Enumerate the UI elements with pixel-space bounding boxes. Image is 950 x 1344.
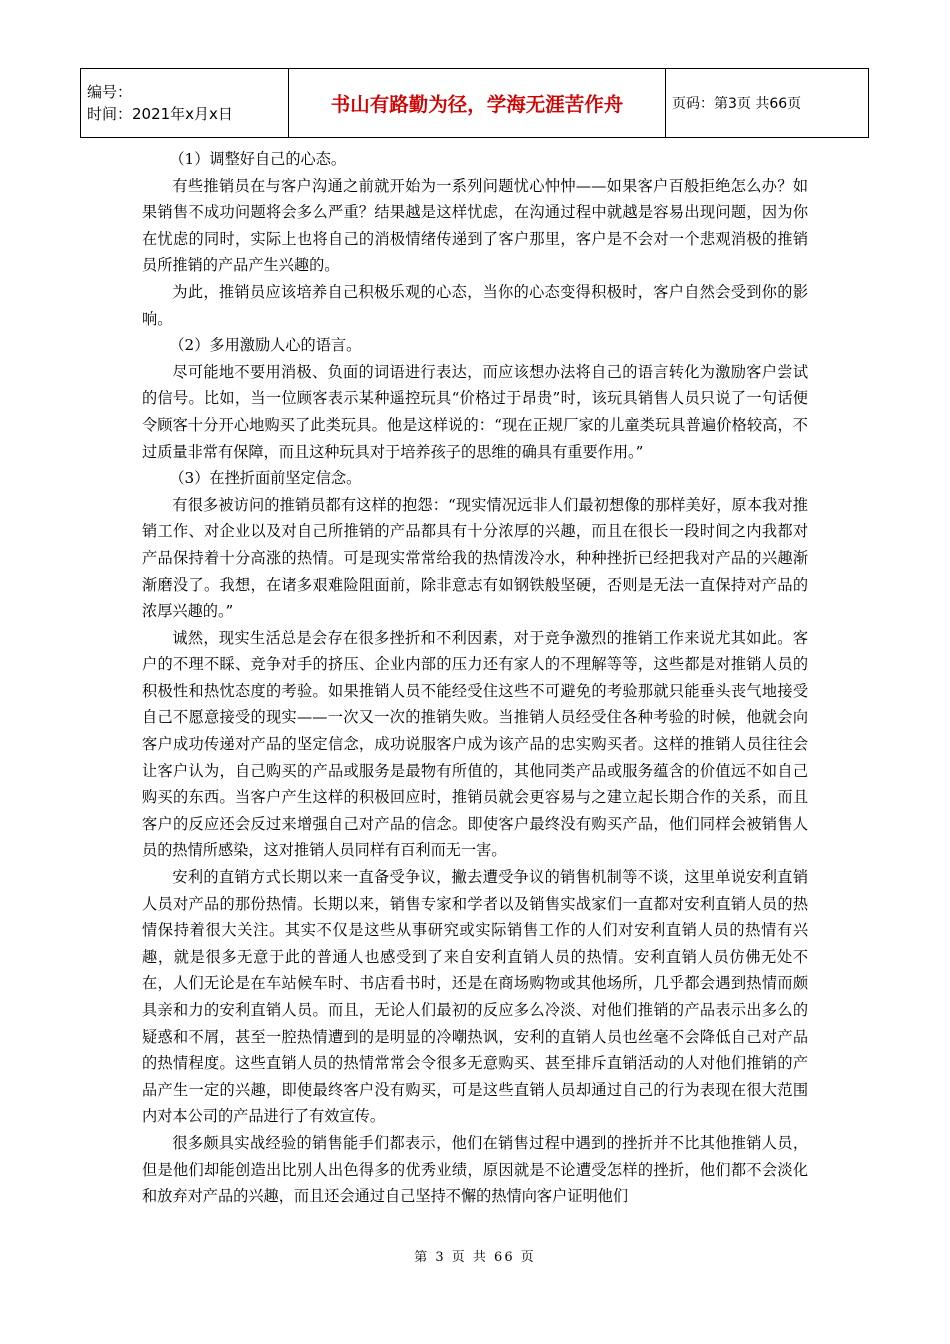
- page-footer: 第 3 页 共 66 页: [414, 1250, 536, 1265]
- subheading-3: （3）在挫折面前坚定信念。: [169, 469, 362, 488]
- paragraph: 尽可能地不要用消极、负面的词语进行表达，而应该想办法将自己的语言转化为激励客户尝试的信号。比如，当一位顾客表示某种遥控玩具“价格过于昂贵”时，该玩具销售人员只说了一句话便令顾客十分开心地购买了此类玩具。他是这样说的：“现在正规厂家的儿童类玩具普遍价格较高，不过质量非常有保障，而且这种玩具对于培养孩子的思维的确具有重要作用。”: [142, 362, 808, 461]
- subheading-1: （1）调整好自己的心态。: [169, 150, 347, 168]
- paragraph: 为此，推销员应该培养自己积极乐观的心态，当你的心态变得积极时，客户自然会受到你的影响。: [142, 282, 808, 328]
- document-date: 时间：2021年x月x日: [87, 105, 233, 123]
- document-body: [142, 146, 808, 1210]
- header-page-info: 页码：第3页 共66页: [666, 69, 869, 138]
- header-motto: 书山有路勤为径，学海无涯苦作舟: [289, 69, 666, 138]
- subheading-2: （2）多用激励人心的语言。: [169, 336, 362, 355]
- paragraph: 安利的直销方式长期以来一直备受争议，撇去遭受争议的销售机制等不谈，这里单说安利直销人员对产品的那份热情。长期以来，销售专家和学者以及销售实战家们一直都对安利直销人员的热情保持着很大关注。其实不仅是这些从事研究或实际销售工作的人们对安利直销人员的热情有兴趣，就是很多无意于此的普通人也感受到了来自安利直销人员的热情。安利直销人员仿佛无处不在，人们无论是在车站候车时、书店看书时，还是在商场购物或其他场所，几乎都会遇到热情而颇具亲和力的安利直销人员。而且，无论人们最初的反应多么冷淡、对他们推销的产品表示出多么的疑惑和不屑，甚至一腔热情遭到的是明显的冷嘲热讽，安利的直销人员也丝毫不会降低自己对产品的热情程度。这些直销人员的热情常常会令很多无意购买、甚至排斥直销活动的人对他们推销的产品产生一定的兴趣，即使最终客户没有购买，可是这些直销人员却通过自己的行为表现在很大范围内对本公司的产品进行了有效宣传。: [142, 868, 808, 1126]
- header-meta: [81, 69, 289, 138]
- document-number-label: 编号：: [87, 83, 133, 101]
- paragraph: 有些推销员在与客户沟通之前就开始为一系列问题忧心忡忡——如果客户百般拒绝怎么办？如果销售不成功问题将会多么严重？结果越是这样忧虑，在沟通过程中就越是容易出现问题，因为你在忧虑的同时，实际上也将自己的消极情绪传递到了客户那里，客户是不会对一个悲观消极的推销员所推销的产品产生兴趣的。: [142, 176, 808, 275]
- page-header: [80, 68, 869, 138]
- paragraph: 有很多被访问的推销员都有这样的抱怨：“现实情况远非人们最初想像的那样美好，原本我对推销工作、对企业以及对自己所推销的产品都具有十分浓厚的兴趣，而且在很长一段时间之内我都对产品保持着十分高涨的热情。可是现实常常给我的热情泼冷水，种种挫折已经把我对产品的兴趣渐渐磨没了。我想，在诸多艰难险阻面前，除非意志有如钢铁般坚硬，否则是无法一直保持对产品的浓厚兴趣的。”: [142, 495, 808, 621]
- paragraph: 很多颇具实战经验的销售能手们都表示，他们在销售过程中遇到的挫折并不比其他推销人员，但是他们却能创造出比别人出色得多的优秀业绩，原因就是不论遭受怎样的挫折，他们都不会淡化和放弃对产品的兴趣，而且还会通过自己坚持不懈的热情向客户证明他们: [142, 1133, 808, 1206]
- paragraph: 诚然，现实生活总是会存在很多挫折和不利因素，对于竞争激烈的推销工作来说尤其如此。客户的不理不睬、竞争对手的挤压、企业内部的压力还有家人的不理解等等，这些都是对推销人员的积极性和热忱态度的考验。如果推销人员不能经受住这些不可避免的考验那就只能垂头丧气地接受自己不愿意接受的现实——一次又一次的推销失败。当推销人员经受住各种考验的时候，他就会向客户成功传递对产品的坚定信念，成功说服客户成为该产品的忠实购买者。这样的推销人员往往会让客户认为，自己购买的产品或服务是最物有所值的，其他同类产品或服务蕴含的价值远不如自己购买的东西。当客户产生这样的积极回应时，推销员就会更容易与之建立起长期合作的关系，而且客户的反应还会反过来增强自己对产品的信念。即使客户最终没有购买产品，他们同样会被销售人员的热情所感染，这对推销人员同样有百利而无一害。: [142, 628, 808, 860]
